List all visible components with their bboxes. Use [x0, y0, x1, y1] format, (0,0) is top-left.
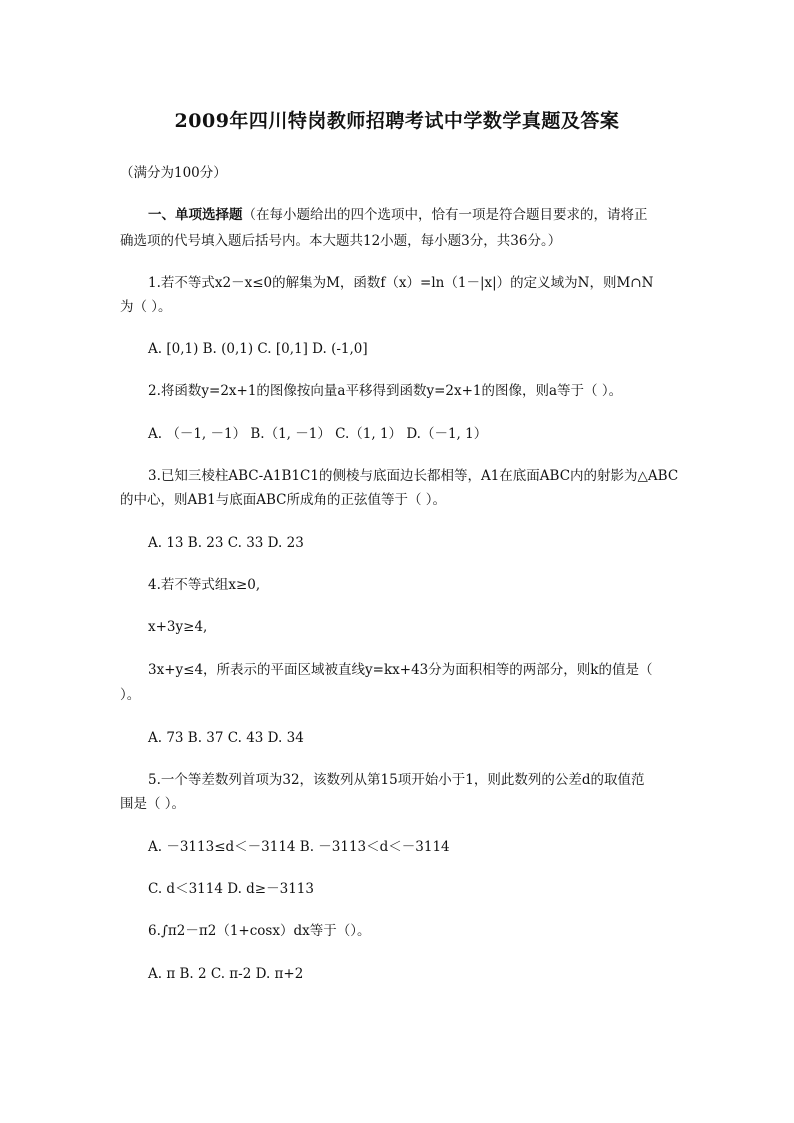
- question-1-text-cont: 为（ ）。: [120, 299, 172, 315]
- question-5-options-a-b: A. －3113≤d＜－3114 B. －3113＜d＜－3114: [148, 839, 450, 855]
- question-4-text-cont: ）。: [120, 687, 141, 703]
- question-5-options-c-d: C. d＜3114 D. d≥－3113: [148, 881, 314, 897]
- question-1-text: 1.若不等式x2－x≤0的解集为M，函数f（x）=ln（1－|x|）的定义域为N，则M∩N: [148, 275, 654, 291]
- question-6-options: A. π B. 2 C. π-2 D. π+2: [148, 966, 304, 982]
- question-5-text: 5.一个等差数列首项为32，该数列从第15项开始小于1，则此数列的公差d的取值范: [148, 772, 645, 788]
- question-2-text: 2.将函数y=2x+1的图像按向量a平移得到函数y=2x+1的图像，则a等于（ ）。: [148, 383, 623, 399]
- question-4-text-line2: x+3y≥4,: [148, 619, 208, 635]
- question-3-text: 3.已知三棱柱ABC-A1B1C1的侧棱与底面边长都相等，A1在底面ABC内的射影为△ABC: [148, 468, 679, 484]
- section-heading-line: [148, 204, 708, 226]
- section-instruction: （在每小题给出的四个选项中，恰有一项是符合题目要求的，请将正: [242, 207, 648, 223]
- question-1-options: A. [0,1) B. (0,1) C. [0,1] D. (-1,0]: [148, 341, 368, 357]
- question-4-text: 4.若不等式组x≥0,: [148, 577, 261, 593]
- page-title: 2009年四川特岗教师招聘考试中学数学真题及答案: [174, 110, 620, 132]
- question-2-options: A. （－1, －1） B.（1, －1） C.（1, 1） D.（－1, 1）: [148, 426, 488, 442]
- question-3-options: A. 13 B. 23 C. 33 D. 23: [148, 535, 304, 551]
- question-6-text: 6.∫π2－π2（1+cosx）dx等于（）。: [148, 923, 371, 939]
- section-heading: 一、单项选择题: [148, 207, 243, 223]
- question-4-options: A. 73 B. 37 C. 43 D. 34: [148, 730, 304, 746]
- question-5-text-cont: 围是（ ）。: [120, 796, 186, 812]
- question-4-text-line3: 3x+y≤4，所表示的平面区域被直线y=kx+43分为面积相等的两部分，则k的值是（: [148, 662, 653, 678]
- question-3-text-cont: 的中心，则AB1与底面ABC所成角的正弦值等于（ ）。: [120, 492, 447, 508]
- score-note: （满分为100分）: [120, 165, 227, 181]
- section-instruction-cont: 确选项的代号填入题后括号内。本大题共12小题，每小题3分，共36分。）: [120, 233, 562, 249]
